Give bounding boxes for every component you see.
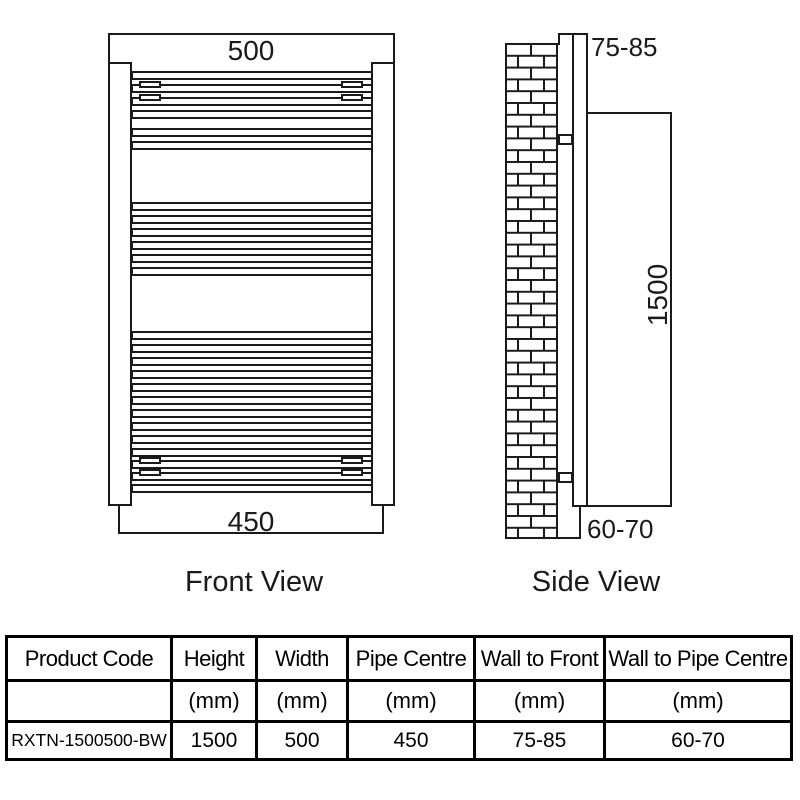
side-view-label: Side View (531, 566, 661, 598)
towel-bar (131, 448, 373, 457)
spec-table (5, 635, 793, 761)
towel-bar (131, 370, 373, 379)
radiator-side-profile (572, 33, 588, 507)
front-top-dim-ext-right (393, 33, 395, 64)
mounting-bracket (139, 457, 161, 464)
towel-bar (131, 84, 373, 93)
front-bottom-dim-ext-left (118, 506, 120, 534)
towel-bar (131, 241, 373, 250)
side-wall-face-ext (558, 33, 560, 45)
mounting-bracket (341, 469, 363, 476)
table-header-4: Wall to Front (475, 637, 605, 681)
front-bottom-dim-ext-right (382, 506, 384, 534)
towel-bar (131, 141, 373, 150)
towel-bar (131, 228, 373, 237)
towel-bar (131, 71, 373, 80)
right-rail (371, 62, 395, 506)
towel-bar (131, 254, 373, 263)
table-units-5: (mm) (605, 681, 792, 722)
towel-bar (131, 202, 373, 211)
front-view-label: Front View (184, 566, 324, 598)
table-value-1: 1500 (172, 722, 257, 760)
towel-bar (131, 110, 373, 119)
towel-bar (131, 383, 373, 392)
towel-bar (131, 460, 373, 469)
towel-bar (131, 472, 373, 481)
row-header (7, 637, 792, 681)
dim-wall-to-front: 75-85 (591, 32, 658, 62)
side-bottom-dim-ext (579, 507, 581, 538)
side-mounting-bracket-top (558, 134, 573, 145)
mounting-bracket (341, 94, 363, 101)
table-units-0 (7, 681, 172, 722)
table-units-4: (mm) (475, 681, 605, 722)
table-value-0: RXTN-1500500-BW (7, 722, 172, 760)
table-header-3: Pipe Centre (348, 637, 475, 681)
row-data (7, 722, 792, 760)
towel-bar (131, 422, 373, 431)
left-rail (108, 62, 132, 506)
table-header-5: Wall to Pipe Centre (605, 637, 792, 681)
table-header-1: Height (172, 637, 257, 681)
dim-height: 1500 (641, 263, 673, 327)
side-mounting-bracket-bottom (558, 472, 573, 483)
table-value-5: 60-70 (605, 722, 792, 760)
table-units-3: (mm) (348, 681, 475, 722)
mounting-bracket (341, 81, 363, 88)
mounting-bracket (139, 469, 161, 476)
table-header-0: Product Code (7, 637, 172, 681)
towel-bar (131, 267, 373, 276)
row-units (7, 681, 792, 722)
towel-bar (131, 344, 373, 353)
towel-bar (131, 215, 373, 224)
dim-pipe-centre: 450 (227, 506, 275, 537)
mounting-bracket (341, 457, 363, 464)
brick-wall (505, 43, 558, 539)
towel-bar (131, 484, 373, 493)
front-top-dim-ext-left (108, 33, 110, 64)
towel-bar (131, 396, 373, 405)
dim-overall-width: 500 (227, 35, 275, 66)
towel-bar (131, 128, 373, 137)
side-bottom-dim-line (505, 537, 581, 539)
dim-height-wrap (618, 255, 698, 335)
mounting-bracket (139, 94, 161, 101)
table-units-1: (mm) (172, 681, 257, 722)
table-value-2: 500 (257, 722, 348, 760)
table-header-2: Width (257, 637, 348, 681)
towel-bar (131, 409, 373, 418)
towel-bar (131, 331, 373, 340)
mounting-bracket (139, 81, 161, 88)
towel-bar (131, 357, 373, 366)
towel-bar (131, 435, 373, 444)
table-value-4: 75-85 (475, 722, 605, 760)
table-units-2: (mm) (257, 681, 348, 722)
towel-bar (131, 97, 373, 106)
table-value-3: 450 (348, 722, 475, 760)
dim-wall-to-pipe-centre: 60-70 (587, 514, 654, 544)
